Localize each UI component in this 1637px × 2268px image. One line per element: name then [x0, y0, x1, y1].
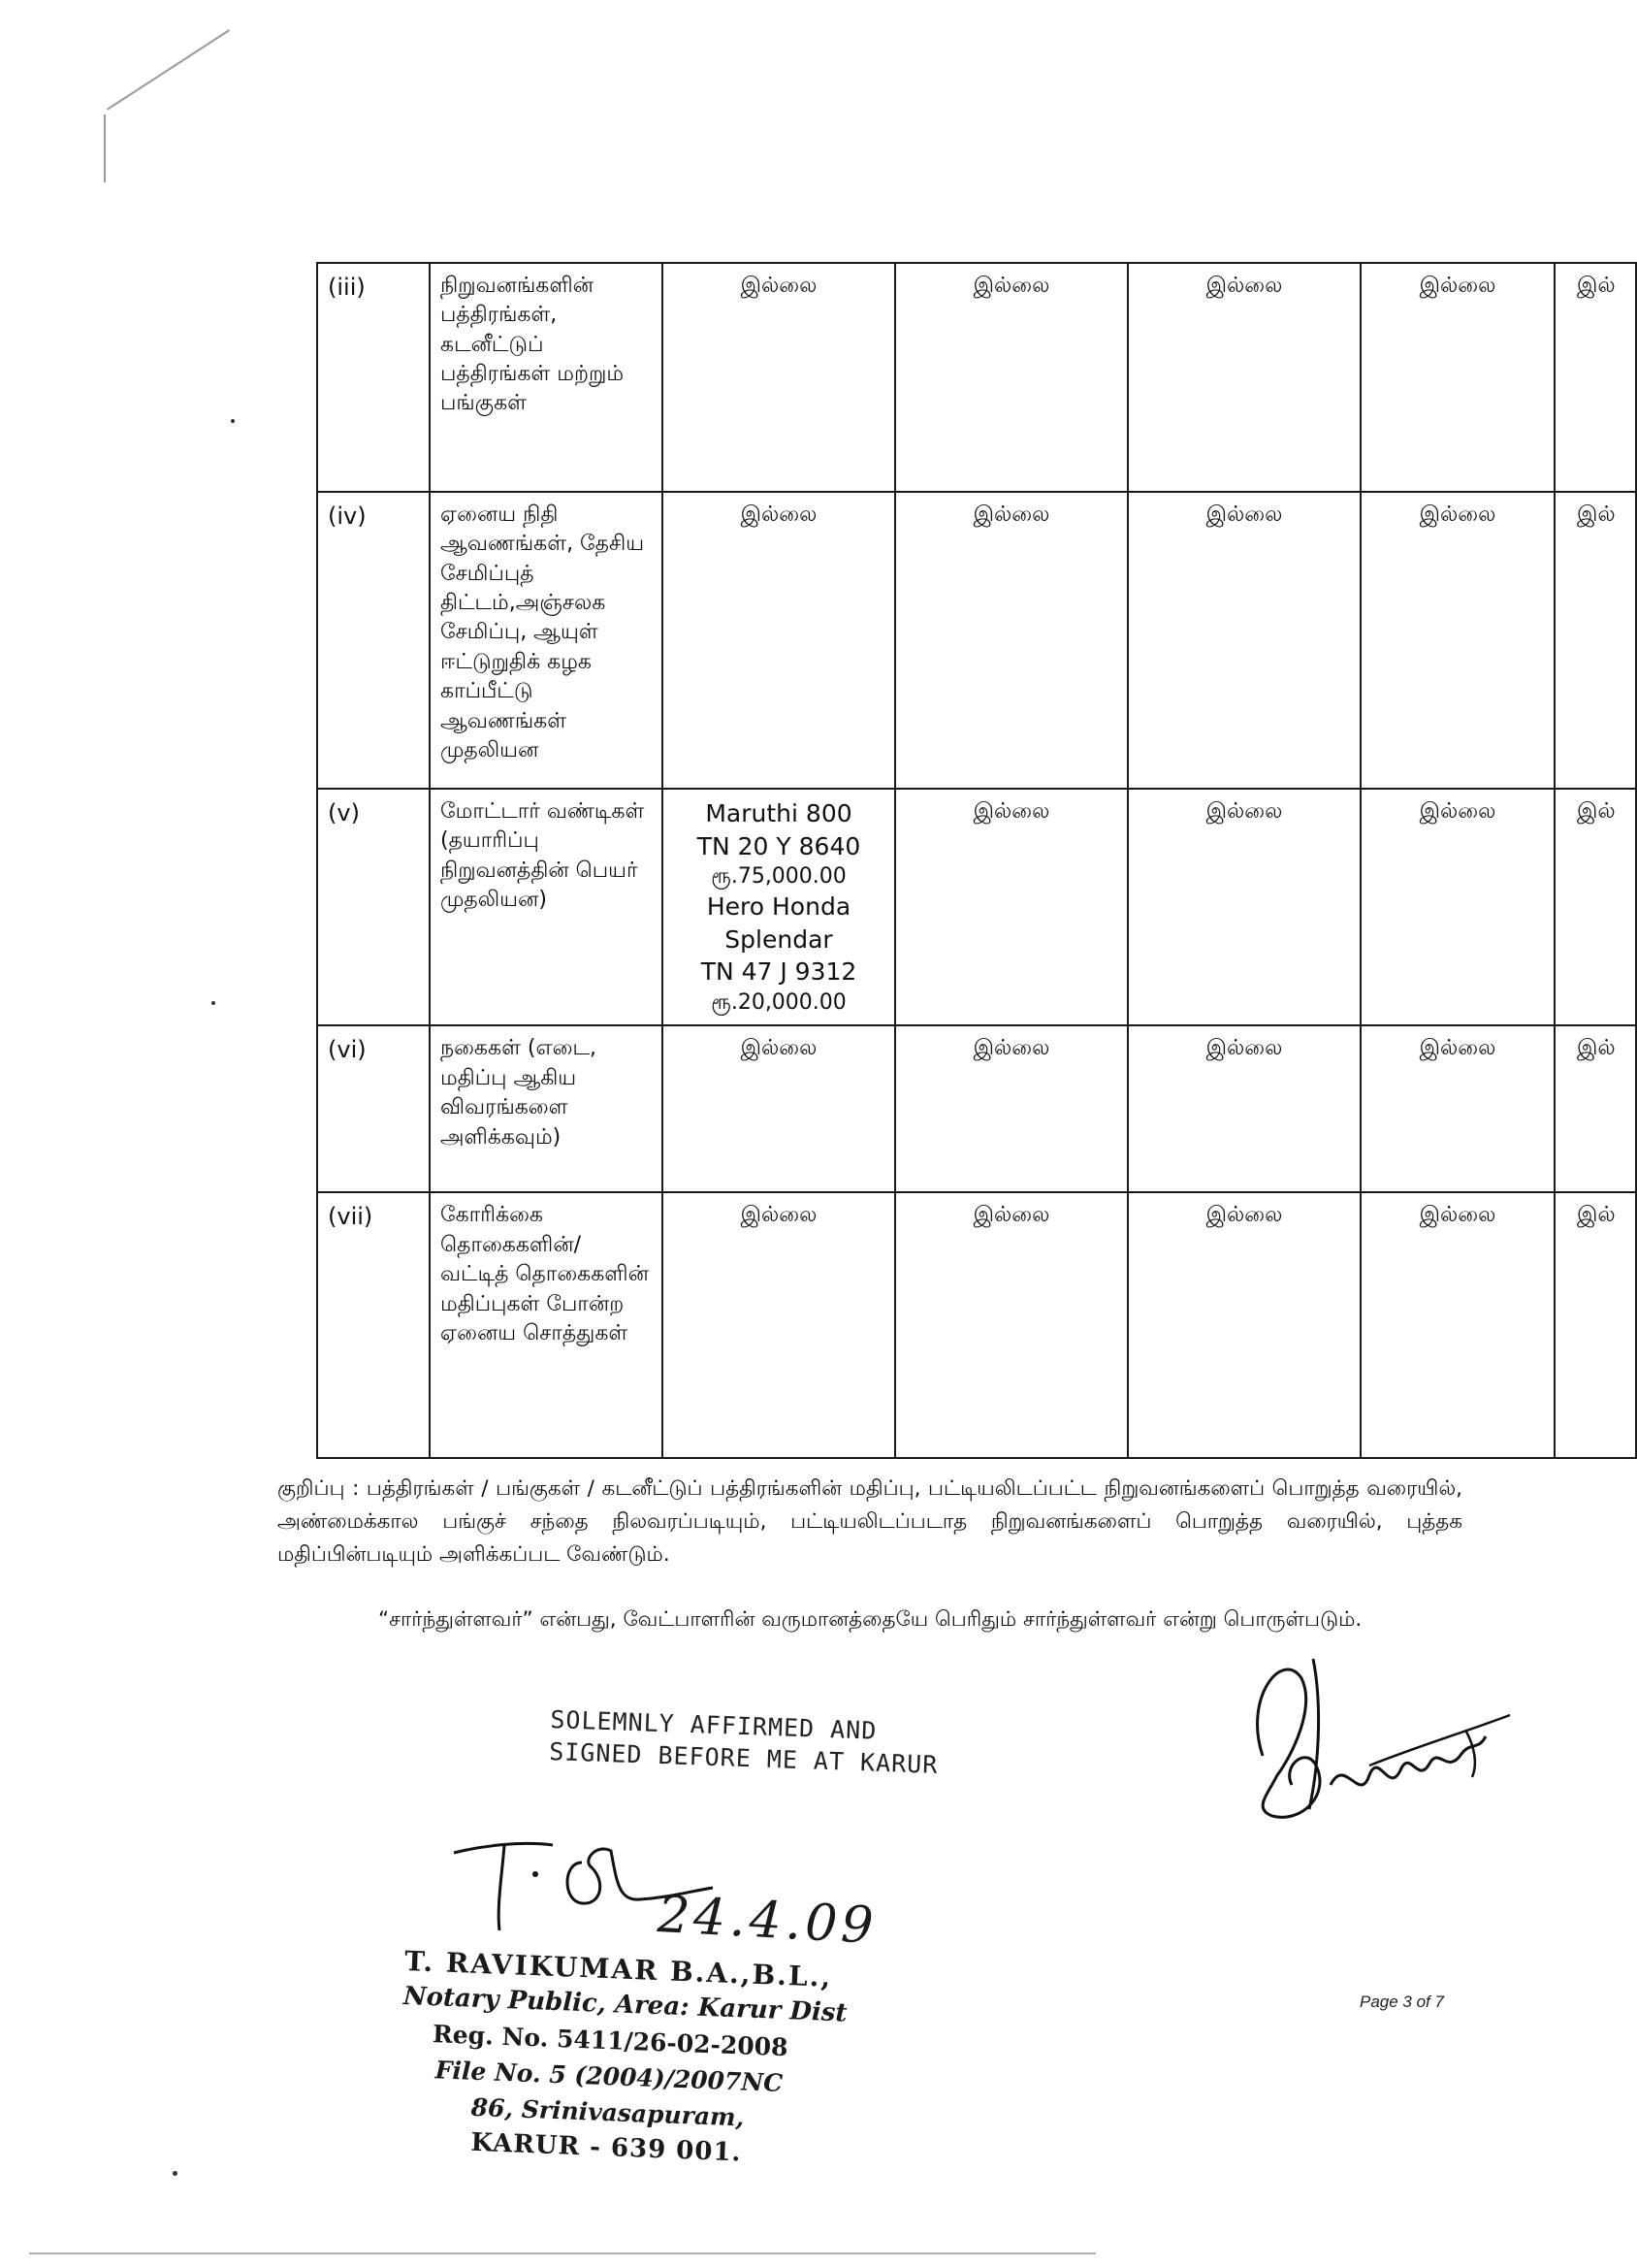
scan-mark-left	[104, 114, 106, 182]
assets-table	[316, 262, 1637, 1459]
vehicle-value: ரூ.20,000.00	[711, 989, 847, 1015]
scan-dot-left-2	[211, 1001, 215, 1005]
value-cell: இல்லை	[1361, 1192, 1555, 1458]
vehicle-model: Hero Honda	[706, 892, 851, 922]
affirmation-line: SOLEMNLY AFFIRMED AND	[549, 1704, 878, 1745]
value-cell: இல்லை	[1361, 1025, 1555, 1192]
notary-file-number: File No. 5 (2004)/2007NC	[434, 2056, 784, 2098]
vehicle-model: Maruthi 800	[705, 799, 852, 827]
row-description: மோட்டார் வண்டிகள் (தயாரிப்பு நிறுவனத்தின் பெயர் முதலியன)	[430, 789, 662, 1025]
row-number: (iv)	[317, 492, 430, 789]
scan-dot-left	[231, 419, 235, 423]
value-cell: இல்லை	[895, 1192, 1128, 1458]
table-row	[317, 492, 1636, 789]
value-cell: இல்லை	[1361, 263, 1555, 492]
value-cell: இல்லை	[1361, 492, 1555, 789]
value-cell: இல்லை	[662, 263, 895, 492]
value-cell: இல்லை	[895, 492, 1128, 789]
vehicle-details-cell	[662, 789, 895, 1025]
notary-city: KARUR - 639 001.	[469, 2127, 743, 2168]
value-cell: இல்	[1555, 789, 1636, 1025]
value-cell: இல்லை	[895, 263, 1128, 492]
table-row	[317, 263, 1636, 492]
notary-name: T. RAVIKUMAR B.A.,B.L.,	[403, 1944, 833, 1993]
explanation-paragraph: “சார்ந்துள்ளவர்” என்பது, வேட்பாளரின் வருமானத்தையே பெரிதும் சார்ந்துள்ளவர் என்று பொருள்படும்.	[378, 1607, 1363, 1632]
affirmation-line: SIGNED BEFORE ME AT KARUR	[548, 1736, 939, 1779]
row-number: (vii)	[317, 1192, 430, 1458]
vehicle-value: ரூ.75,000.00	[711, 864, 847, 889]
row-number: (v)	[317, 789, 430, 1025]
table-row	[317, 1192, 1636, 1458]
scan-mark-top	[107, 29, 230, 110]
notary-title: Notary Public, Area: Karur Dist	[402, 1981, 849, 2028]
value-cell: இல்லை	[662, 1025, 895, 1192]
notary-stamp	[397, 1943, 849, 2174]
value-cell: இல்லை	[662, 1192, 895, 1458]
note-paragraph: குறிப்பு : பத்திரங்கள் / பங்குகள் / கடனீட்டுப் பத்திரங்களின் மதிப்பு, பட்டியலிடப்பட்ட நிறுவனங்களைப் பொறுத்த வரையில், அண்மைக்கால பங்குச் சந்தை நிலவரப்படியும், பட்டியலிடப்படாத நிறுவனங்களைப் பொறுத்த வரையில், புத்தக மதிப்பின்படியும் அளிக்கப்பட வேண்டும்.	[277, 1476, 1462, 1567]
scan-dot-bottom	[173, 2171, 177, 2176]
deponent-signature	[1224, 1639, 1515, 1833]
table-row	[317, 789, 1636, 1025]
value-cell: இல்	[1555, 1025, 1636, 1192]
value-cell: இல்	[1555, 492, 1636, 789]
value-cell: இல்	[1555, 1192, 1636, 1458]
row-description: நகைகள் (எடை, மதிப்பு ஆகிய விவரங்களை அளிக்கவும்)	[430, 1025, 662, 1192]
row-number: (iii)	[317, 263, 430, 492]
value-cell: இல்லை	[895, 1025, 1128, 1192]
value-cell: இல்லை	[1128, 1192, 1361, 1458]
value-cell: இல்லை	[1128, 263, 1361, 492]
scan-edge-bottom	[29, 2252, 1096, 2254]
row-number: (vi)	[317, 1025, 430, 1192]
row-description: நிறுவனங்களின் பத்திரங்கள், கடனீட்டுப் பத்திரங்கள் மற்றும் பங்குகள்	[430, 263, 662, 492]
value-cell: இல்லை	[1361, 789, 1555, 1025]
value-cell: இல்லை	[1128, 492, 1361, 789]
handwritten-date: 24.4.09	[656, 1886, 879, 1956]
row-description: ஏனைய நிதி ஆவணங்கள், தேசிய சேமிப்புத் திட்டம்,அஞ்சலக சேமிப்பு, ஆயுள் ஈட்டுறுதிக் கழக காப்பீட்டு ஆவணங்கள் முதலியன	[430, 492, 662, 789]
value-cell: இல்	[1555, 263, 1636, 492]
value-cell: இல்லை	[1128, 789, 1361, 1025]
vehicle-model: Splendar	[724, 924, 833, 954]
vehicle-registration: TN 47 J 9312	[700, 957, 857, 987]
value-cell: இல்லை	[662, 492, 895, 789]
row-description: கோரிக்கை தொகைகளின்/ வட்டித் தொகைகளின் மதிப்புகள் போன்ற ஏனைய சொத்துகள்	[430, 1192, 662, 1458]
affirmation-stamp	[549, 1703, 940, 1781]
notary-address: 86, Srinivasapuram,	[470, 2092, 745, 2132]
value-cell: இல்லை	[895, 789, 1128, 1025]
table-row	[317, 1025, 1636, 1192]
vehicle-registration: TN 20 Y 8640	[696, 831, 861, 860]
page-number: Page 3 of 7	[1360, 1993, 1444, 2011]
value-cell: இல்லை	[1128, 1025, 1361, 1192]
notary-registration: Reg. No. 5411/26-02-2008	[432, 2020, 789, 2062]
